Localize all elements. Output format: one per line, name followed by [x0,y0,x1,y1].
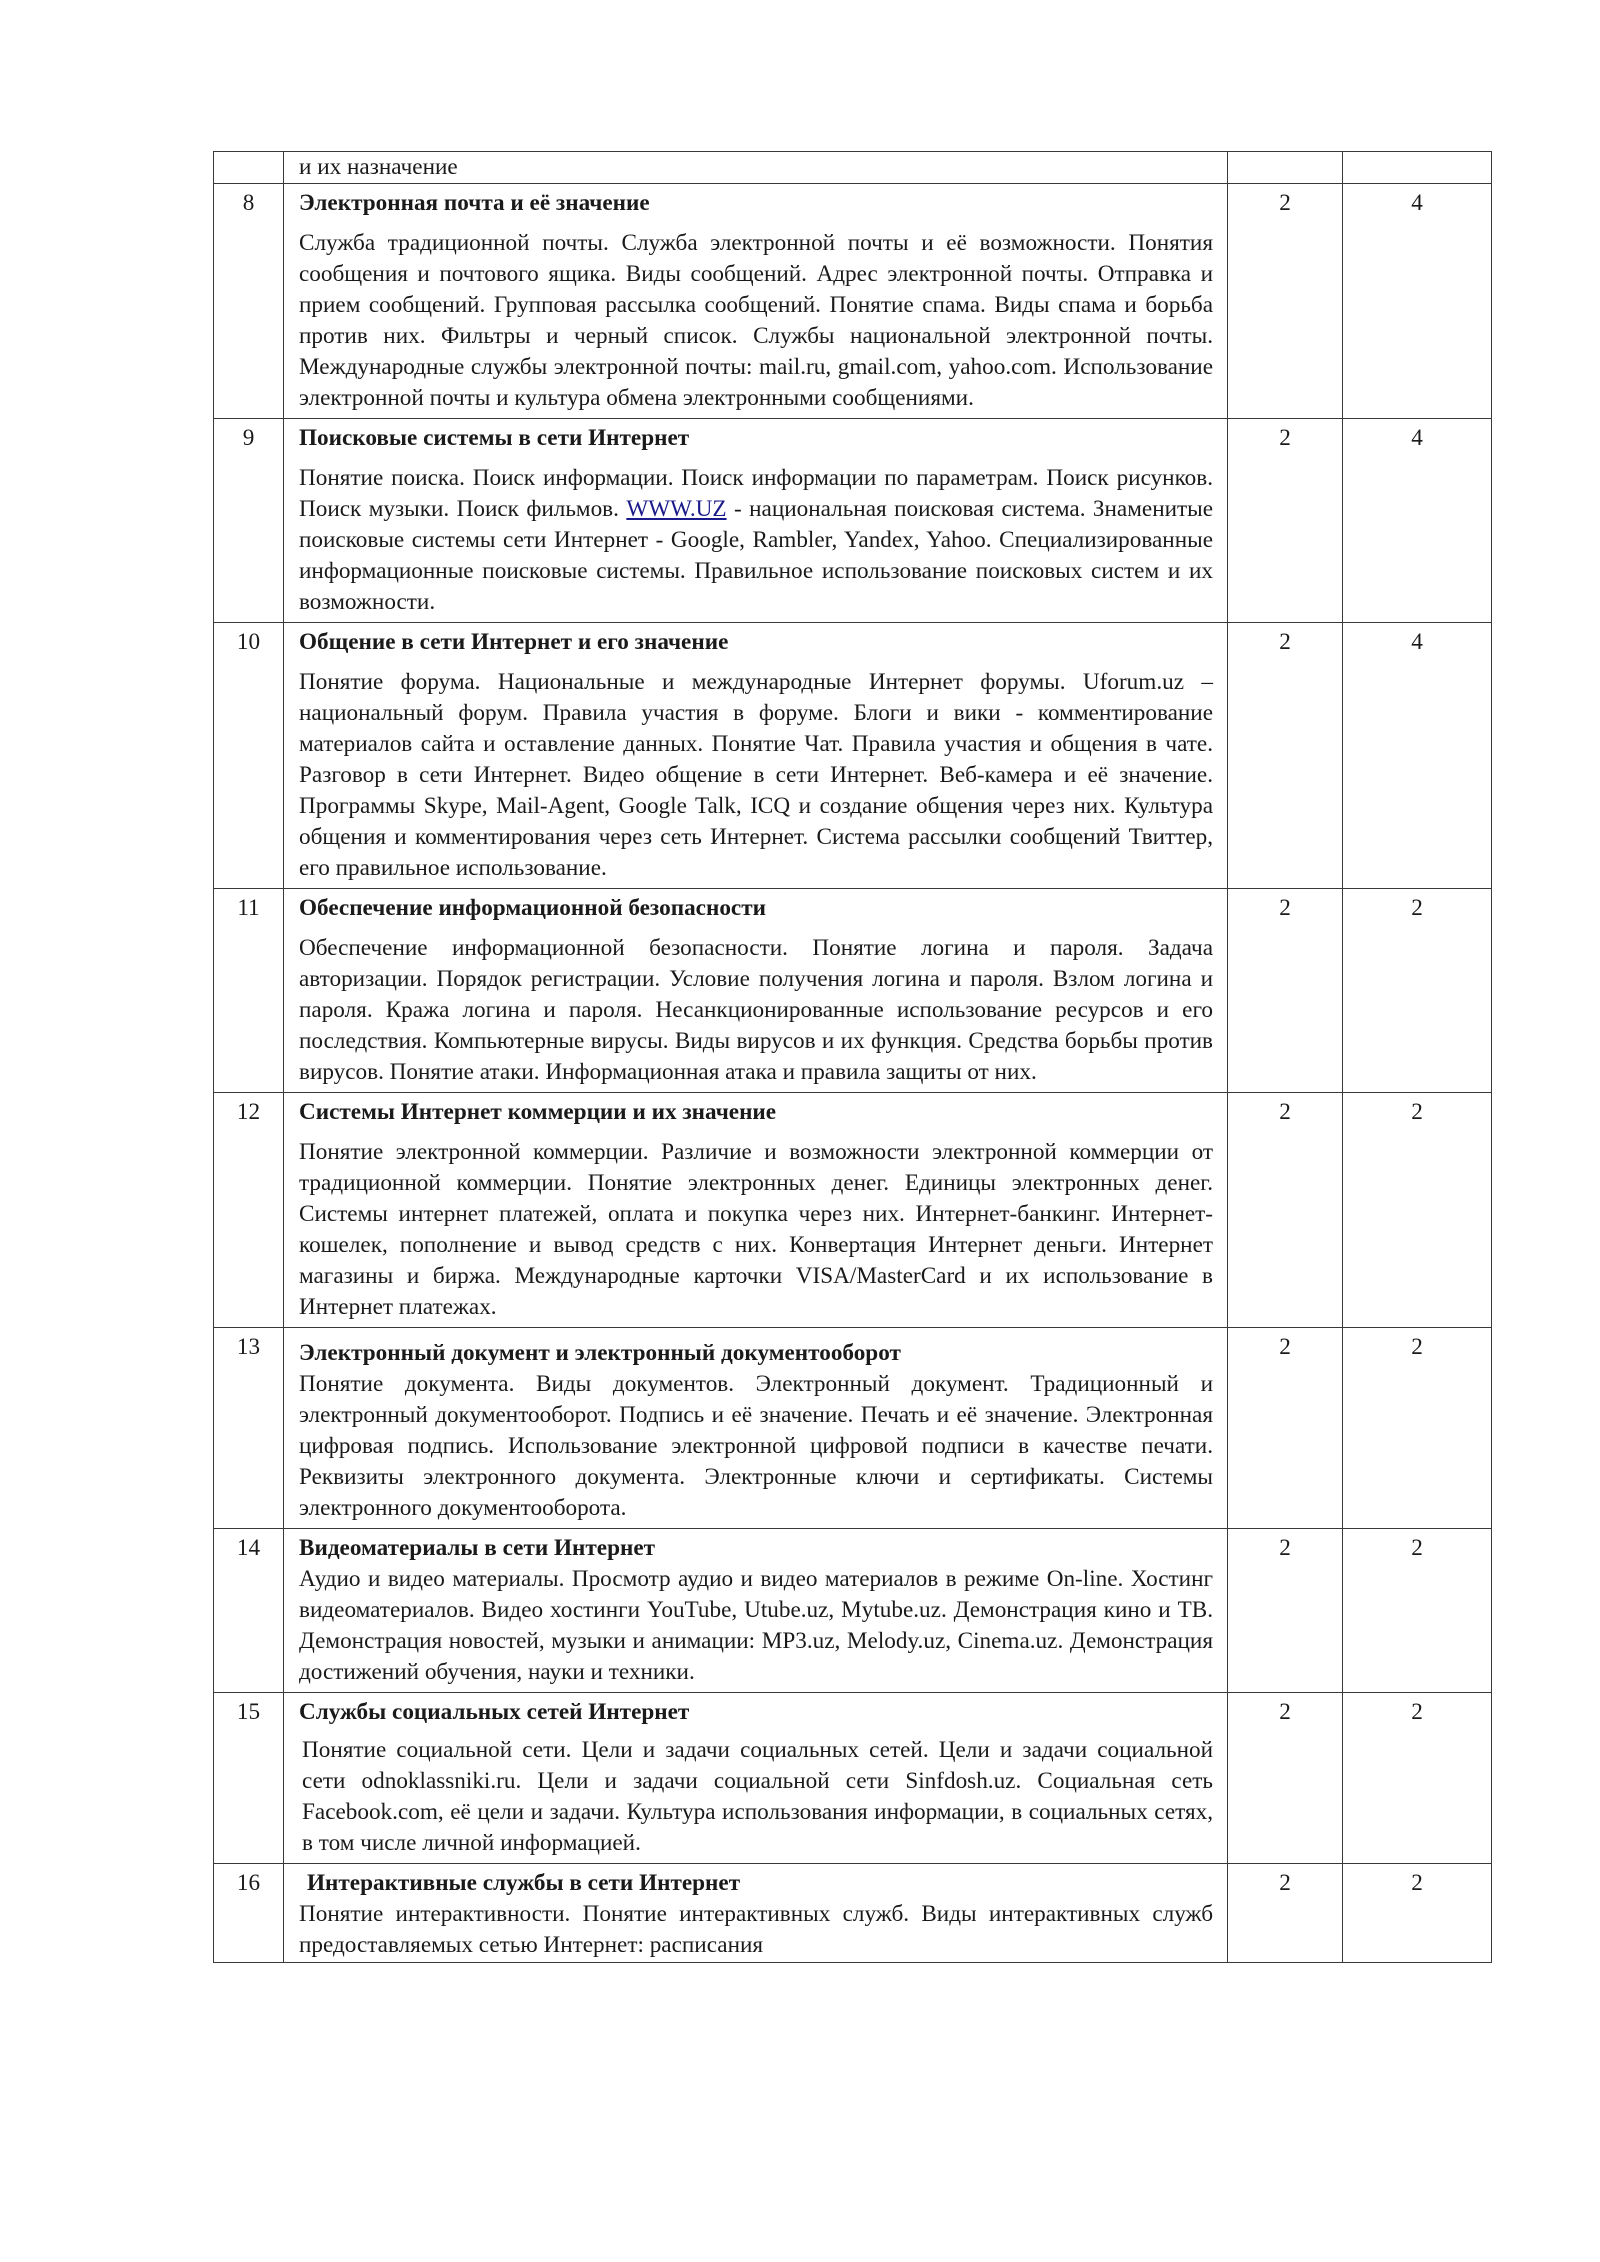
hours-practice: 4 [1343,623,1492,889]
hours-practice: 2 [1343,1864,1492,1963]
topic-description: Понятие социальной сети. Цели и задачи социальных сетей. Цели и задачи социальной сети odnoklassniki.ru. Цели и задачи социальной сети Sinfdosh.uz. Социальная сеть Facebook.com, её цели и задачи. Культура использования информации, в социальных сетях, в том числе личной информацией. [302,1737,1213,1856]
topic-title: Системы Интернет коммерции и их значение [299,1099,777,1125]
topic-description: Служба традиционной почты. Служба электронной почты и её возможности. Понятия сообщения и почтового ящика. Виды сообщений. Адрес электронной почты. Отправка и прием сообщений. Групповая рассылка сообщений. Понятие спама. Виды спама и борьба против них. Фильтры и черный список. Службы национальной электронной почты. Международные службы электронной почты: mail.ru, gmail.com, yahoo.com. Использование электронной почты и культура обмена электронными сообщениями. [299,230,1213,411]
topic-title: Электронная почта и её значение [299,190,650,216]
topic-cell [284,623,1228,889]
topic-description-start: Понятие поиска. Поиск информации. Поиск информации по параметрам. Поиск рисунков. Поиск музыки. Поиск фильмов. [299,465,1213,522]
row-number-cell [214,152,284,184]
topic-description: Обеспечение информационной безопасности. Понятие логина и пароля. Задача авторизации. Порядок регистрации. Условие получения логина и пароля. Взлом логина и пароля. Кража логина и пароля. Несанкционированные использование ресурсов и его последствия. Компьютерные вирусы. Виды вирусов и их функция. Средства борьбы против вирусов. Понятие атаки. Информационная атака и правила защиты от них. [299,935,1213,1085]
topic-description: Понятие документа. Виды документов. Электронный документ. Традиционный и электронный документооборот. Подпись и её значение. Печать и её значение. Электронная цифровая подпись. Использование электронной цифровой подписи в качестве печати. Реквизиты электронного документа. Электронные ключи и сертификаты. Системы электронного документооборота. [299,1371,1213,1521]
topic-cell [284,1693,1228,1864]
hours-practice: 2 [1343,1093,1492,1328]
topic-title: Интерактивные службы в сети Интернет [307,1870,741,1896]
topic-description: Понятие форума. Национальные и международные Интернет форумы. Uforum.uz – национальный форум. Правила участия в форуме. Блоги и вики - комментирование материалов сайта и оставление данных. Понятие Чат. Правила участия и общения в чате. Разговор в сети Интернет. Видео общение в сети Интернет. Веб-камера и её значение. Программы Skype, Mail-Agent, Google Talk, ICQ и создание общения через них. Культура общения и комментирования через сеть Интернет. Система рассылки сообщений Твиттер, его правильное использование. [299,669,1213,881]
topic-title: Общение в сети Интернет и его значение [299,629,729,655]
row-number: 15 [214,1693,284,1864]
hours-practice: 4 [1343,419,1492,623]
hours-lecture: 2 [1228,1328,1343,1529]
row-number: 11 [214,889,284,1093]
topic-title: Видеоматериалы в сети Интернет [299,1535,656,1561]
hours-lecture: 2 [1228,1864,1343,1963]
topic-description [299,463,1213,618]
topic-title: Обеспечение информационной безопасности [299,895,766,921]
hours-lecture: 2 [1228,184,1343,419]
hours-lecture: 2 [1228,1093,1343,1328]
topic-title: Службы социальных сетей Интернет [299,1699,690,1725]
table-row [214,1864,1492,1963]
topic-cell [284,889,1228,1093]
row-number: 9 [214,419,284,623]
hours-practice: 4 [1343,184,1492,419]
topic-description: Аудио и видео материалы. Просмотр аудио и видео материалов в режиме On-line. Хостинг видеоматериалов. Видео хостинги YouTube, Utube.uz, Mytube.uz. Демонстрация кино и ТВ. Демонстрация новостей, музыки и анимации: MP3.uz, Melody.uz, Cinema.uz. Демонстрация достижений обучения, науки и техники. [299,1566,1213,1685]
row-number: 14 [214,1529,284,1693]
hours-cell [1228,152,1343,184]
table-row [214,1328,1492,1529]
topic-description-end: - национальная поисковая система. Знаменитые поисковые системы сети Интернет - Google, Rambler, Yandex, Yahoo. Специализированные информационные поисковые системы. Правильное использование поисковых систем и их возможности. [299,496,1214,615]
hours-practice: 2 [1343,1529,1492,1693]
hours-lecture: 2 [1228,1693,1343,1864]
topic-cell [284,419,1228,623]
topic-description: Понятие электронной коммерции. Различие и возможности электронной коммерции от традиционной коммерции. Понятие электронных денег. Единицы электронных денег. Системы интернет платежей, оплата и покупка через них. Интернет-банкинг. Интернет-кошелек, пополнение и вывод средств с них. Конвертация Интернет деньги. Интернет магазины и биржа. Международные карточки VISA/MasterCard и их использование в Интернет платежах. [299,1139,1213,1320]
syllabus-table [213,151,1492,1963]
topic-cell [284,1529,1228,1693]
row-number: 12 [214,1093,284,1328]
hours-cell [1343,152,1492,184]
table-row [214,184,1492,419]
continuation-text: и их назначение [284,152,1228,184]
hours-lecture: 2 [1228,1529,1343,1693]
table-row [214,1693,1492,1864]
table-row [214,1093,1492,1328]
topic-cell [284,184,1228,419]
topic-cell [284,1328,1228,1529]
row-number: 8 [214,184,284,419]
table-row [214,419,1492,623]
row-number: 10 [214,623,284,889]
topic-cell [284,1864,1228,1963]
topic-title: Поисковые системы в сети Интернет [299,425,690,451]
row-number: 13 [214,1328,284,1529]
hours-lecture: 2 [1228,419,1343,623]
topic-description: Понятие интерактивности. Понятие интерактивных служб. Виды интерактивных служб предоставляемых сетью Интернет: расписания [299,1901,1213,1958]
hours-lecture: 2 [1228,889,1343,1093]
hours-practice: 2 [1343,1693,1492,1864]
table-row [214,623,1492,889]
hours-practice: 2 [1343,889,1492,1093]
table-row [214,889,1492,1093]
topic-title: Электронный документ и электронный документооборот [299,1340,901,1366]
hours-lecture: 2 [1228,623,1343,889]
hours-practice: 2 [1343,1328,1492,1529]
table-row [214,1529,1492,1693]
table-row-continuation [214,152,1492,184]
national-search-link[interactable]: WWW.UZ [626,496,727,522]
topic-cell [284,1093,1228,1328]
row-number: 16 [214,1864,284,1963]
